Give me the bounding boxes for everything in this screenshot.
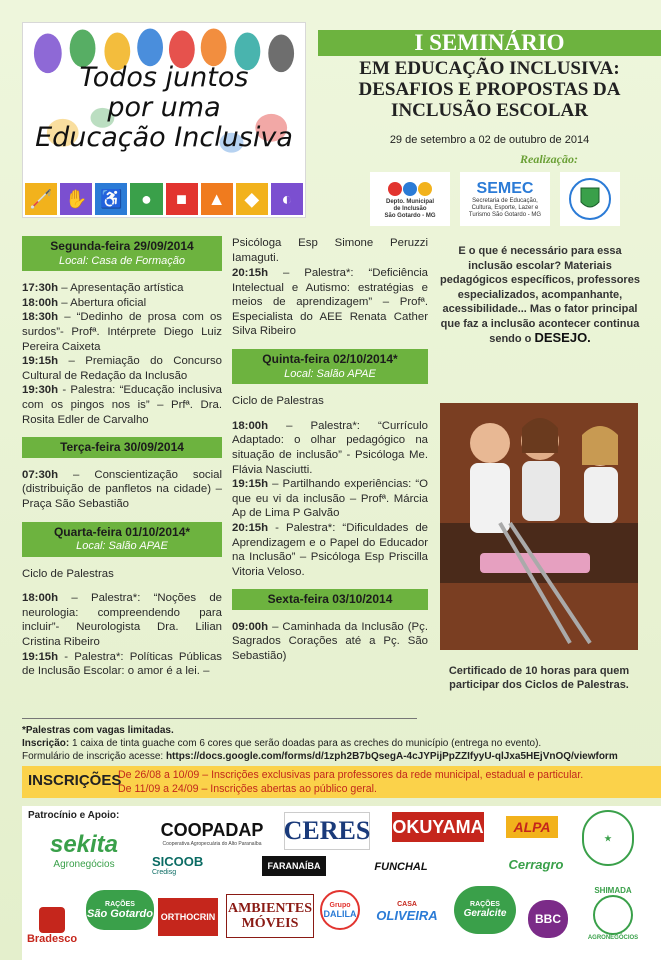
hero-title-line1: Todos juntos xyxy=(79,62,249,93)
wednesday-location: Local: Salão APAE xyxy=(76,540,168,553)
limited-seats-note: *Palestras com vagas limitadas. xyxy=(22,725,174,736)
inscricoes-period-2: De 11/09 a 24/09 – Inscrições abertas ao público geral. xyxy=(118,783,377,795)
faranaiba-logo: FARANAÍBA xyxy=(262,856,326,876)
thursday-location: Local: Salão APAE xyxy=(284,367,376,380)
racoes-sao-gotardo-logo xyxy=(86,890,154,930)
okuyama-logo: OKUYAMA xyxy=(392,812,484,842)
subtitle-line1: EM EDUCAÇÃO INCLUSIVA: xyxy=(359,58,620,79)
funchal-logo: FUNCHAL xyxy=(374,861,428,873)
schedule-column-1 xyxy=(22,236,222,680)
entry-time: 19:15h xyxy=(22,650,59,663)
entry-text: – Caminhada da Inclusão (Pç. Sagrados Corações até a Pç. São Sebastião) xyxy=(232,620,428,663)
depto-line1: Depto. Municipal xyxy=(386,198,434,205)
seminar-subtitle xyxy=(318,58,661,121)
entry-time: 09:00h xyxy=(232,620,269,633)
entry-text: – Partilhando experiências: “O que eu vi da inclusão – Profª. Márcia Ap de Lima P Galvão xyxy=(232,478,428,520)
ciclo-label: Ciclo de Palestras xyxy=(22,567,114,580)
semec-name: SEMEC xyxy=(476,179,534,197)
friday-title: Sexta-feira 03/10/2014 xyxy=(267,592,393,607)
sekita-logo xyxy=(28,828,140,872)
entry-text: – Palestra*: “Currículo Adaptado: o olhar pedagógico na situação de inclusão” - Psicóloga Me. Flávia Nasciutti. xyxy=(232,419,428,476)
quote-emphasis: DESEJO. xyxy=(534,330,591,345)
bradesco-name: Bradesco xyxy=(26,933,78,945)
ciclo-label: Ciclo de Palestras xyxy=(232,395,324,408)
inscricao-text: 1 caixa de tinta guache com 6 cores que serão doadas para as creches do município (entrega no evento). xyxy=(69,738,542,749)
alpa-logo: ALPA xyxy=(506,816,558,838)
entry-time: 19:15h xyxy=(232,478,269,491)
dalila-top: Grupo xyxy=(329,901,351,909)
grupo-dalila-logo xyxy=(320,890,360,930)
schedule-entry xyxy=(22,354,222,383)
entry-text: – Conscientização social (distribuição de panfletos na cidade) – Praça São Sebastião xyxy=(22,468,222,510)
ambientes-moveis-logo: AMBIENTES MÓVEIS xyxy=(226,894,314,938)
coopadap-logo xyxy=(152,816,272,850)
cerragro-logo: Cerragro xyxy=(508,856,564,872)
form-link[interactable]: https://docs.google.com/forms/d/1zph2B7bQsegA-4cJYPijPpZZIfyyU-qlJxa5HEjVnOQ/viewform xyxy=(165,751,618,762)
shimada-name: SHIMADA xyxy=(594,885,632,895)
wednesday-e2-continued xyxy=(232,236,428,266)
entry-text: - Palestra: “Educação inclusiva com os pingos nos is” – Prfª. Dra. Rosita Edler de Carvalho xyxy=(22,384,222,426)
inscricoes-periods xyxy=(118,768,583,796)
tuesday-title: Terça-feira 30/09/2014 xyxy=(60,440,184,455)
schedule-entry xyxy=(22,310,222,354)
entry-text: - Palestra*: Políticas Públicas de Inclusão Escolar: o amor é a lei. – xyxy=(22,650,222,678)
hearing-impaired-icon: ◐ xyxy=(271,183,303,215)
entry-time: 18:00h xyxy=(232,419,269,432)
entry-text: - Palestra*: “Dificuldades de Aprendizagem e o Papel do Educador na Inclusão” – Psicóloga Esp Priscilla Vitoria Veloso. xyxy=(232,521,428,578)
monday-header xyxy=(22,236,222,271)
dalila-name: DALILA xyxy=(323,908,357,919)
subtitle-line3: INCLUSÃO ESCOLAR xyxy=(391,100,588,121)
accessibility-icons-row xyxy=(23,183,305,217)
hero-image xyxy=(22,22,306,218)
sicoob-logo xyxy=(152,854,222,876)
hero-title xyxy=(23,63,305,153)
orthocrin-logo: ORTHOCRIN xyxy=(158,898,218,936)
bradesco-icon xyxy=(39,907,65,933)
entry-time: 18:00h xyxy=(22,592,59,605)
casa-oliveira-name: OLIVEIRA xyxy=(376,908,438,923)
sicoob-name: SICOOB xyxy=(152,854,204,869)
sign-language-icon: ✋ xyxy=(60,183,92,215)
schedule-entry xyxy=(232,620,428,664)
shimada-logo xyxy=(582,874,644,952)
depto-inclusao-logo xyxy=(370,172,450,226)
schedule-entry xyxy=(232,266,428,339)
thursday-header xyxy=(232,349,428,384)
entry-text: – Abertura oficial xyxy=(58,296,147,309)
racoes-label: RAÇÕES xyxy=(105,900,135,908)
entry-time: 20:15h xyxy=(232,267,269,279)
sekita-name: sekita xyxy=(49,830,119,858)
entry-time: 18:00h xyxy=(22,296,59,309)
municipal-coat-of-arms xyxy=(560,172,620,226)
inscricao-note xyxy=(22,737,652,750)
schedule-entry xyxy=(22,281,222,296)
person-walking-icon: ▲ xyxy=(201,183,233,215)
sponsors-panel xyxy=(22,806,661,960)
schedule-column-2 xyxy=(232,236,428,664)
coat-of-arms-icon xyxy=(567,176,613,222)
semec-logo xyxy=(460,172,550,226)
sekita-subtitle: Agronegócios xyxy=(53,858,115,870)
seminar-title: I SEMINÁRIO xyxy=(318,30,661,56)
entry-time: 19:15h xyxy=(22,355,59,368)
quote-text: E o que é necessário para essa inclusão escolar? Materiais pedagógicos específicos, professores especializados, acompanhante, acessibilidade... Mas o fator principal que faz a inclusão acontecer continua sendo o xyxy=(440,245,640,345)
seminar-dates: 29 de setembro a 02 de outubro de 2014 xyxy=(389,134,590,146)
casa-oliveira-top: CASA xyxy=(397,901,417,908)
form-note xyxy=(22,750,652,763)
schedule-entry xyxy=(232,419,428,477)
sponsors-title: Patrocínio e Apoio: xyxy=(28,810,120,821)
entry-time: 17:30h xyxy=(22,282,59,295)
divider xyxy=(22,718,417,719)
organizer-logos xyxy=(370,170,650,228)
tuesday-header xyxy=(22,437,222,458)
subtitle-line2: DESAFIOS E PROPOSTAS DA xyxy=(358,79,621,100)
inscricao-label: Inscrição: xyxy=(22,738,70,749)
semec-subtitle: Secretaria de Educação, Cultura, Esporte, Lazer e Turismo São Gotardo - MG xyxy=(468,197,542,218)
inscricoes-period-1: De 26/08 a 10/09 – Inscrições exclusivas para professores da rede municipal, estadual e particular. xyxy=(118,769,584,781)
hero-title-line3: Educação Inclusiva xyxy=(35,122,293,153)
sicoob-subtitle: Credisg xyxy=(152,869,177,876)
entry-text: – Premiação do Concurso Cultural de Redação da Inclusão xyxy=(22,355,222,382)
shimada-circle-icon xyxy=(593,895,633,935)
depto-line3: São Gotardo - MG xyxy=(384,212,436,219)
schedule-entry xyxy=(22,468,222,512)
form-label: Formulário de inscrição acesse: xyxy=(22,751,166,762)
friday-header xyxy=(232,589,428,610)
certificate-note: Certificado de 10 horas para quem participar dos Ciclos de Palestras. xyxy=(448,665,630,691)
shimada-subtitle: AGRONEGÓCIOS xyxy=(587,934,639,941)
wednesday-title: Quarta-feira 01/10/2014* xyxy=(53,524,191,539)
bradesco-logo xyxy=(28,898,76,954)
entry-text-continued: Psicóloga Esp Simone Peruzzi Iamaguti. xyxy=(232,237,428,264)
entry-text: – Palestra*: “Noções de neurologia: compreendendo para incluir”- Neurologista Dra. Lilian Cristina Ribeiro xyxy=(22,592,222,649)
inclusion-quote xyxy=(440,244,640,347)
speech-bubble-icon: ● xyxy=(130,183,162,215)
racoes-label: RAÇÕES xyxy=(470,901,500,908)
blind-person-icon: 🦯 xyxy=(25,183,57,215)
entry-time: 19:30h xyxy=(22,384,59,397)
thursday-title: Quinta-feira 02/10/2014* xyxy=(262,351,398,366)
children-photo xyxy=(440,403,638,650)
wednesday-header xyxy=(22,522,222,557)
elderly-person-icon: ◆ xyxy=(236,183,268,215)
depto-line2: de Inclusão xyxy=(393,205,427,212)
casa-oliveira-logo xyxy=(372,888,442,936)
schedule-entry xyxy=(22,383,222,427)
hero-title-line2: por uma xyxy=(107,92,221,123)
entry-time: 20:15h xyxy=(232,521,269,534)
entry-time: 07:30h xyxy=(22,468,59,481)
inscricoes-title: INSCRIÇÕES xyxy=(28,772,122,789)
schedule-entry xyxy=(232,477,428,521)
ceres-logo: CERES xyxy=(284,812,370,850)
wheelchair-icon: ♿ xyxy=(95,183,127,215)
entry-time: 18:30h xyxy=(22,311,59,324)
schedule-entry xyxy=(22,296,222,311)
sao-gotardo-name: São Gotardo xyxy=(86,907,153,920)
racoes-geralcite-logo xyxy=(454,886,516,934)
realizacao-label: Realização: xyxy=(520,152,578,166)
bbc-logo: BBC xyxy=(528,900,568,938)
entry-text: – Palestra*: “Deficiência Intelectual e Autismo: estratégias e meios de aprendizagem” – Profª. Especialista do AEE Renata Cather Silva Ribeiro xyxy=(232,267,428,338)
geralcite-name: Geralcite xyxy=(463,908,507,919)
children-photo-illustration xyxy=(440,403,638,650)
entry-text: – Apresentação artística xyxy=(58,282,184,295)
monday-title: Segunda-feira 29/09/2014 xyxy=(50,239,194,253)
schedule-entry xyxy=(22,650,222,680)
monday-location: Local: Casa de Formação xyxy=(59,254,185,267)
schedule-entry xyxy=(22,591,222,649)
coopadap-subtitle: Cooperativa Agropecuária do Alto Paranaíba xyxy=(162,840,262,847)
rural-union-logo: ★ xyxy=(582,810,634,866)
schedule-entry xyxy=(232,521,428,579)
person-icon: ■ xyxy=(166,183,198,215)
entry-text: – “Dedinho de prosa com os surdos”- Profª. Intérprete Diego Luiz Pereira Caixeta xyxy=(22,311,222,353)
inscricoes-bar xyxy=(22,766,661,798)
coopadap-name: COOPADAP xyxy=(160,819,264,840)
footnotes xyxy=(22,724,652,763)
people-circles-icon xyxy=(385,179,435,199)
